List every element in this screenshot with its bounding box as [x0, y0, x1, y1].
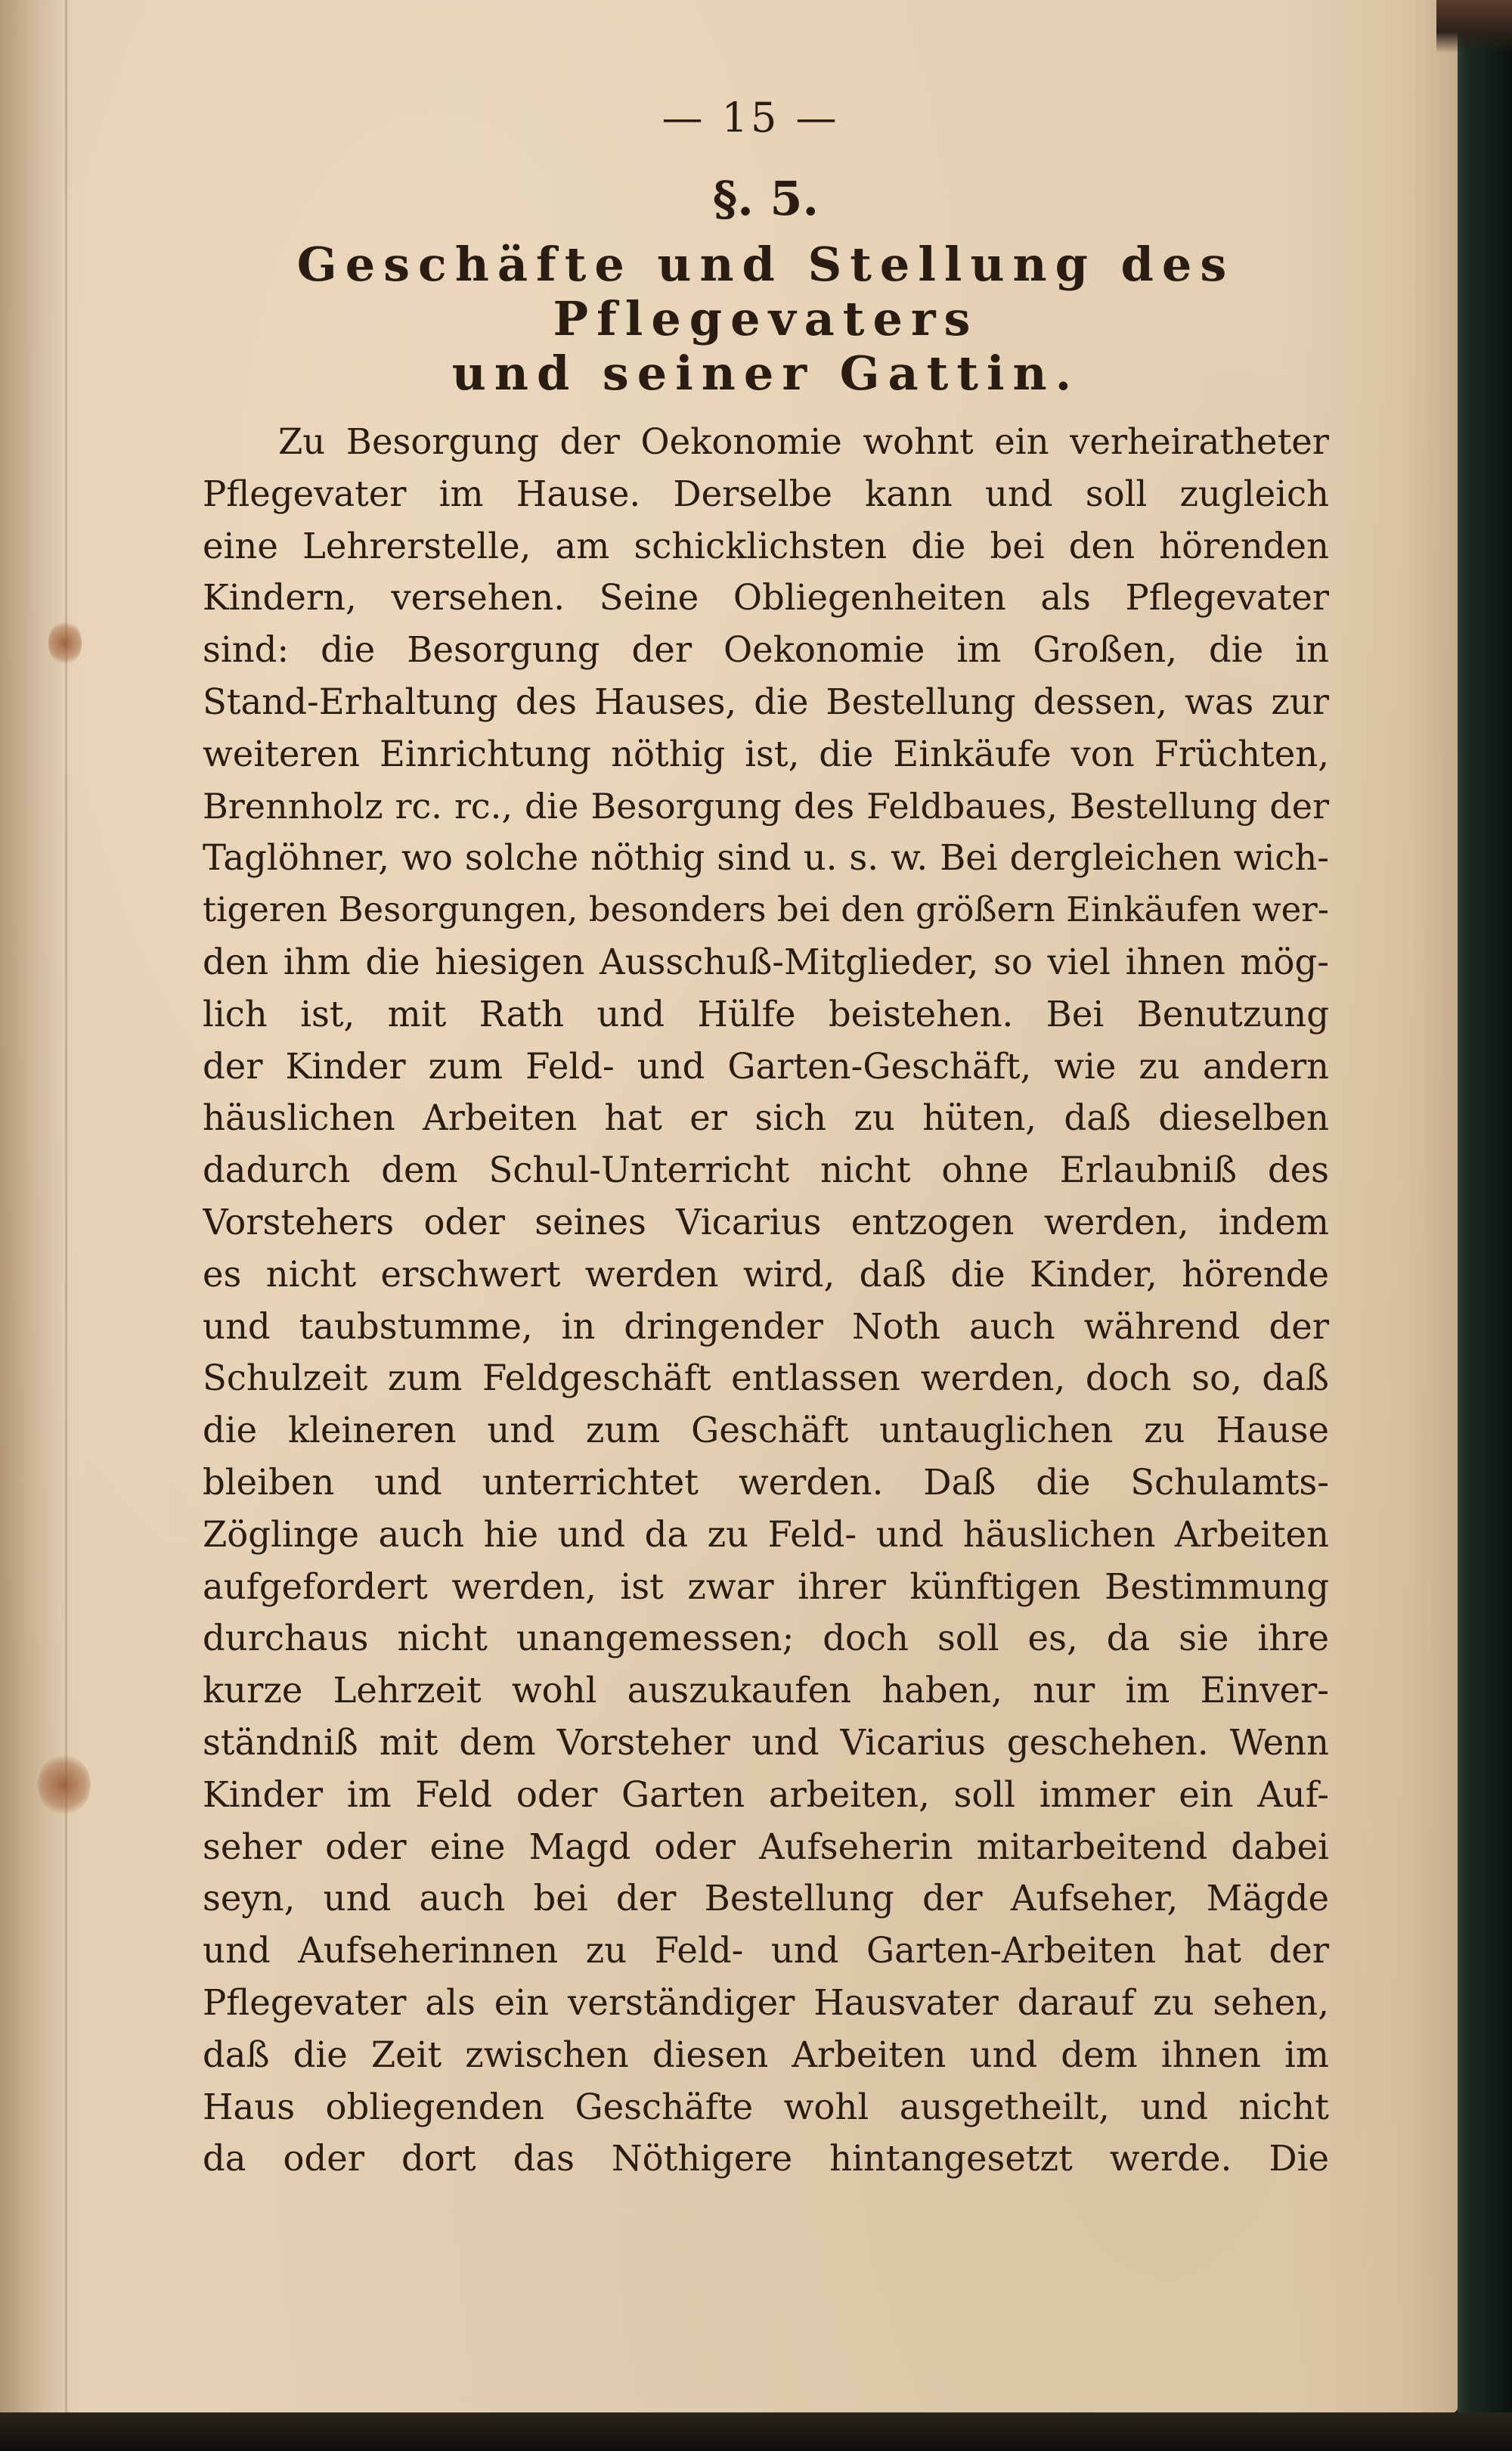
body-paragraph	[203, 416, 1329, 2185]
text-line: tigeren Besorgungen, besonders bei den größern Einkäufen wer-	[203, 889, 1329, 930]
book-cover-corner	[1436, 0, 1512, 53]
book-cover-edge	[1458, 0, 1512, 2451]
text-line: Zöglinge auch hie und da zu Feld- und häuslichen Arbeiten	[203, 1513, 1329, 1555]
text-line: Pflegevater als ein verständiger Hausvater darauf zu sehen,	[203, 1981, 1329, 2023]
section-title-line: Geschäfte und Stellung des Pflegevaters	[296, 237, 1235, 346]
text-line: häuslichen Arbeiten hat er sich zu hüten, daß dieselben	[203, 1097, 1329, 1139]
section-title	[203, 237, 1329, 401]
text-line: den ihm die hiesigen Ausschuß-Mitglieder, so viel ihnen mög-	[203, 941, 1329, 982]
foxing-stain-lower	[38, 1754, 91, 1815]
text-line: Pflegevater im Hause. Derselbe kann und soll zugleich	[203, 473, 1329, 514]
text-line: Haus obliegenden Geschäfte wohl ausgetheilt, und nicht	[203, 2086, 1329, 2127]
text-line: aufgefordert werden, ist zwar ihrer künftigen Bestimmung	[203, 1565, 1329, 1607]
text-line: Stand-Erhaltung des Hauses, die Bestellung dessen, was zur	[203, 681, 1329, 722]
text-line: Kindern, versehen. Seine Obliegenheiten als Pflegevater	[203, 577, 1329, 619]
text-line: und taubstumme, in dringender Noth auch während der	[203, 1305, 1329, 1347]
page-number: — 15 —	[662, 94, 840, 141]
section-heading: §. 5.	[712, 171, 820, 226]
text-line: kurze Lehrzeit wohl auszukaufen haben, nur im Einver-	[203, 1670, 1329, 1711]
text-line: und Aufseherinnen zu Feld- und Garten-Arbeiten hat der	[203, 1930, 1329, 1972]
scan-bottom-edge	[0, 2412, 1512, 2451]
page-binding-shadow	[0, 0, 72, 2412]
text-line: die kleineren und zum Geschäft untauglichen zu Hause	[203, 1410, 1329, 1451]
page-content	[203, 89, 1329, 2185]
text-line: eine Lehrerstelle, am schicklichsten die bei den hörenden	[203, 525, 1329, 566]
text-line: Kinder im Feld oder Garten arbeiten, soll immer ein Auf-	[203, 1773, 1329, 1815]
text-line: seyn, und auch bei der Bestellung der Aufseher, Mägde	[203, 1878, 1329, 1919]
text-line: weiteren Einrichtung nöthig ist, die Einkäufe von Früchten,	[203, 733, 1329, 774]
text-line: Taglöhner, wo solche nöthig sind u. s. w. Bei dergleichen wich-	[203, 837, 1329, 879]
text-line: lich ist, mit Rath und Hülfe beistehen. Bei Benutzung	[203, 993, 1329, 1035]
text-line: der Kinder zum Feld- und Garten-Geschäft, wie zu andern	[203, 1045, 1329, 1087]
text-line: ständniß mit dem Vorsteher und Vicarius geschehen. Wenn	[203, 1721, 1329, 1763]
text-line: bleiben und unterrichtet werden. Daß die Schulamts-	[203, 1461, 1329, 1503]
text-line: Brennholz rc. rc., die Besorgung des Feldbaues, Bestellung der	[203, 785, 1329, 827]
text-line: daß die Zeit zwischen diesen Arbeiten und dem ihnen im	[203, 2034, 1329, 2075]
text-line: sind: die Besorgung der Oekonomie im Großen, die in	[203, 629, 1329, 671]
text-line: durchaus nicht unangemessen; doch soll es, da sie ihre	[203, 1618, 1329, 1659]
text-line: dadurch dem Schul-Unterricht nicht ohne Erlaubniß des	[203, 1149, 1329, 1191]
text-line: Schulzeit zum Feldgeschäft entlassen werden, doch so, daß	[203, 1357, 1329, 1399]
text-line: Vorstehers oder seines Vicarius entzogen werden, indem	[203, 1201, 1329, 1243]
foxing-stain-upper	[48, 620, 82, 665]
text-line: Zu Besorgung der Oekonomie wohnt ein verheiratheter	[278, 421, 1329, 462]
page-gutter-line	[65, 0, 67, 2412]
text-line: es nicht erschwert werden wird, daß die Kinder, hörende	[203, 1253, 1329, 1295]
section-title-line: und seiner Gattin.	[451, 346, 1080, 401]
text-line: da oder dort das Nöthigere hintangesetzt werde. Die	[203, 2138, 1329, 2180]
text-line: seher oder eine Magd oder Aufseherin mitarbeitend dabei	[203, 1826, 1329, 1867]
